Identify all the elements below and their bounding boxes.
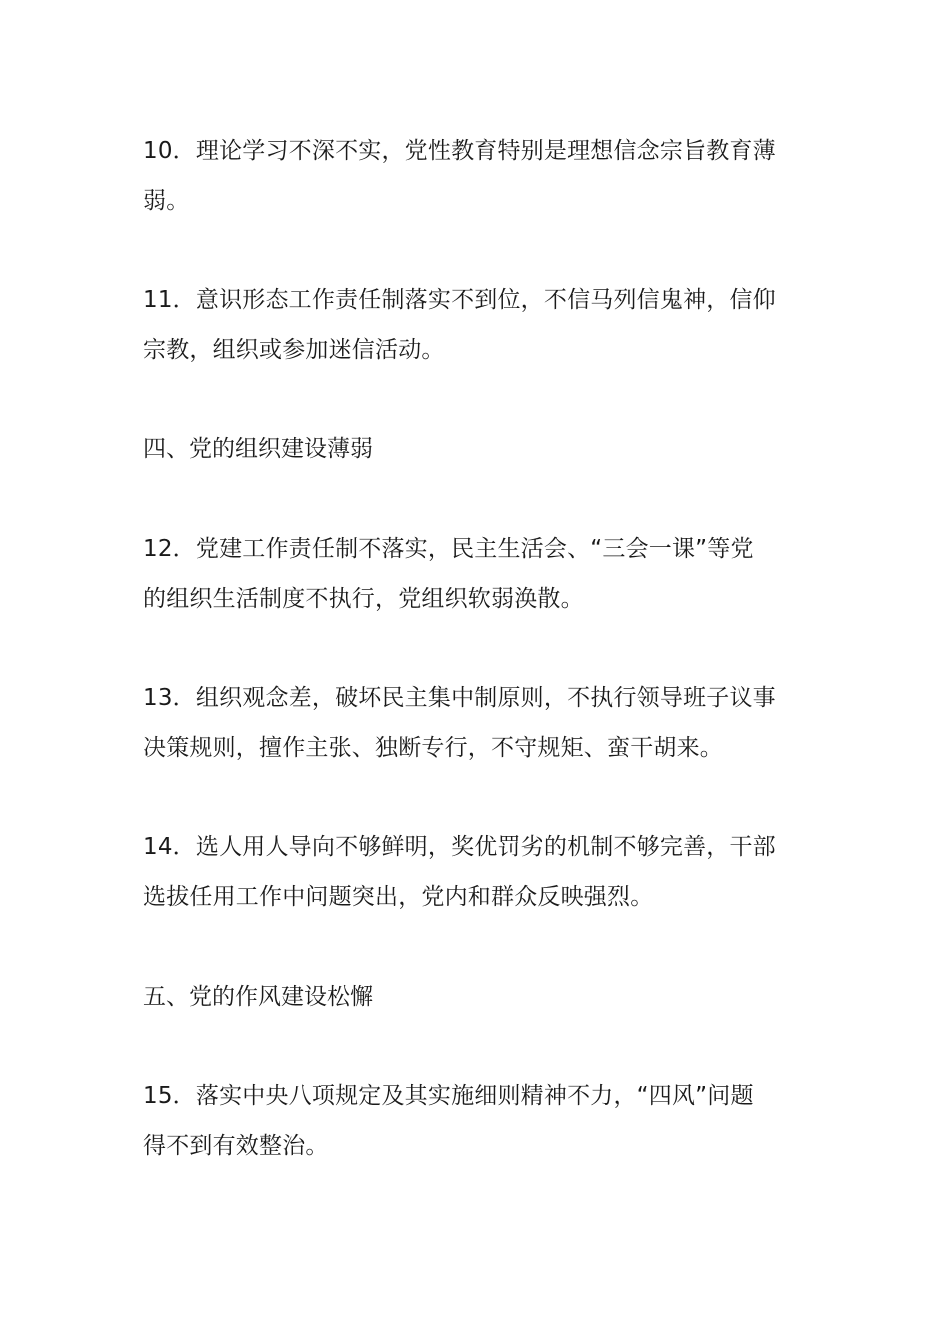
- section-heading-5: 五、党的作风建设松懈: [143, 984, 373, 1010]
- paragraph-12: [143, 524, 808, 624]
- paragraph-line: 得不到有效整治。: [143, 1133, 329, 1159]
- paragraph-15: [143, 1071, 808, 1171]
- paragraph-11: [143, 275, 808, 375]
- paragraph-14: [143, 822, 808, 922]
- paragraph-line: 12．党建工作责任制不落实，民主生活会、“三会一课”等党: [143, 536, 754, 562]
- paragraph-line: 弱。: [143, 188, 190, 214]
- paragraph-line: 13．组织观念差，破坏民主集中制原则，不执行领导班子议事: [143, 685, 776, 711]
- paragraph-line: 11．意识形态工作责任制落实不到位，不信马列信鬼神，信仰: [143, 287, 776, 313]
- paragraph-line: 决策规则，擅作主张、独断专行，不守规矩、蛮干胡来。: [143, 735, 723, 761]
- paragraph-line: 的组织生活制度不执行，党组织软弱涣散。: [143, 586, 584, 612]
- paragraph-line: 宗教，组织或参加迷信活动。: [143, 337, 445, 363]
- paragraph-line: 选拔任用工作中问题突出，党内和群众反映强烈。: [143, 884, 654, 910]
- paragraph-line: 14．选人用人导向不够鲜明，奖优罚劣的机制不够完善，干部: [143, 834, 776, 860]
- paragraph-line: 15．落实中央八项规定及其实施细则精神不力，“四风”问题: [143, 1083, 754, 1109]
- section-heading-4: 四、党的组织建设薄弱: [143, 436, 373, 462]
- paragraph-10: [143, 126, 808, 226]
- paragraph-line: 10．理论学习不深不实，党性教育特别是理想信念宗旨教育薄: [143, 138, 776, 164]
- paragraph-13: [143, 673, 808, 773]
